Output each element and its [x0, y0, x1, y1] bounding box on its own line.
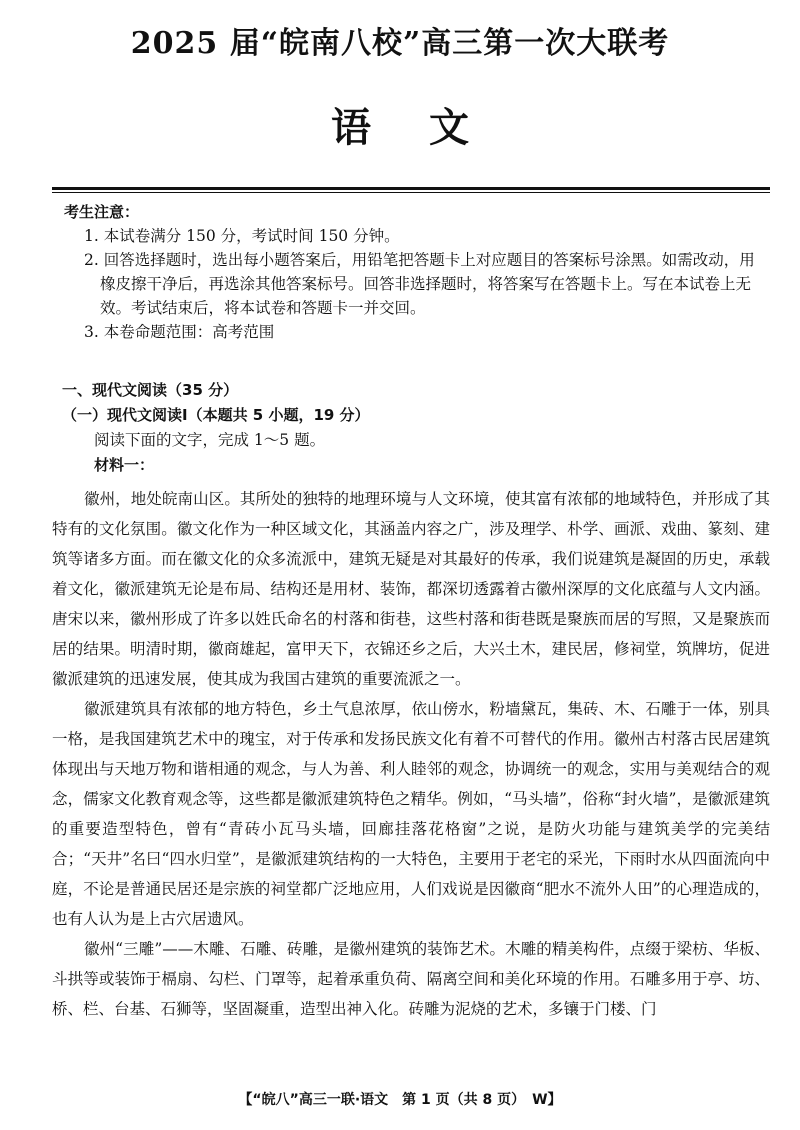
page-title: 2025 届“皖南八校”高三第一次大联考: [130, 26, 670, 61]
reading-section-header: [62, 378, 772, 478]
notice-item: 1. 本试卷满分 150 分，考试时间 150 分钟。: [84, 227, 400, 245]
subject-title: 语文: [331, 104, 527, 151]
passage-paragraph: 徽派建筑具有浓郁的地方特色，乡土气息浓厚，依山傍水，粉墙黛瓦，集砖、木、石雕于一体，别具一格，是我国建筑艺术中的瑰宝，对于传承和发扬民族文化有着不可替代的作用。徽州古村落古民居建筑体现出与天地万物和谐相通的观念，与人为善、利人睦邻的观念，协调统一的观念，实用与美观结合的观念，儒家文化教育观念等，这些都是徽派建筑特色之精华。例如，“马头墙”，俗称“封火墙”，是徽派建筑的重要造型特色，曾有“青砖小瓦马头墙，回廊挂落花格窗”之说，是防火功能与建筑美学的完美结合；“天井”名曰“四水归堂”，是徽派建筑结构的一大特色，主要用于老宅的采光，下雨时水从四面流向中庭，不论是普通民居还是宗族的祠堂都广泛地应用，人们戏说是因徽商“肥水不流外人田”的心理造成的，也有人认为是上古穴居遗风。: [52, 700, 770, 928]
passage-paragraph: 徽州“三雕”——木雕、石雕、砖雕，是徽州建筑的装饰艺术。木雕的精美构件，点缀于梁枋、华板、斗拱等或装饰于槅扇、勾栏、门罩等，起着承重负荷、隔离空间和美化环境的作用。石雕多用于亭、坊、桥、栏、台基、石狮等，坚固凝重，造型出神入化。砖雕为泥烧的艺术，多镶于门楼、门: [52, 940, 770, 1018]
reading-passage: [52, 484, 770, 1024]
passage-paragraph: 徽州，地处皖南山区。其所处的独特的地理环境与人文环境，使其富有浓郁的地域特色，并形成了其特有的文化氛围。徽文化作为一种区域文化，其涵盖内容之广，涉及理学、朴学、画派、戏曲、篆刻、建筑等诸多方面。而在徽文化的众多流派中，建筑无疑是对其最好的传承，我们说建筑是凝固的历史，承载着文化，徽派建筑无论是布局、结构还是用材、装饰，都深切透露着古徽州深厚的文化底蕴与人文内涵。唐宋以来，徽州形成了许多以姓氏命名的村落和街巷，这些村落和街巷既是聚族而居的写照，又是聚族而居的结果。明清时期，徽商雄起，富甲天下，衣锦还乡之后，大兴土木，建民居，修祠堂，筑牌坊，促进徽派建筑的迅速发展，使其成为我国古建筑的重要流派之一。: [52, 490, 770, 688]
notice-heading: 考生注意：: [64, 203, 140, 221]
section-instruction: 阅读下面的文字，完成 1～5 题。: [94, 431, 326, 449]
exam-notice: [64, 200, 770, 344]
header-divider-thin: [52, 192, 770, 193]
page-footer: 【“皖八”高三一联·语文 第 1 页（共 8 页） W】: [238, 1092, 562, 1108]
notice-item: 3. 本卷命题范围：高考范围: [84, 323, 275, 341]
section-heading: 一、现代文阅读（35 分）: [62, 381, 239, 399]
material-label: 材料一：: [94, 456, 155, 474]
header-divider-thick: [52, 187, 770, 190]
section-subheading: （一）现代文阅读Ⅰ（本题共 5 小题，19 分）: [62, 406, 370, 424]
notice-item: 2. 回答选择题时，选出每小题答案后，用铅笔把答题卡上对应题目的答案标号涂黑。如需改动，用橡皮擦干净后，再选涂其他答案标号。回答非选择题时，将答案写在答题卡上。写在本试卷上无效。考试结束后，将本试卷和答题卡一并交回。: [84, 251, 755, 317]
